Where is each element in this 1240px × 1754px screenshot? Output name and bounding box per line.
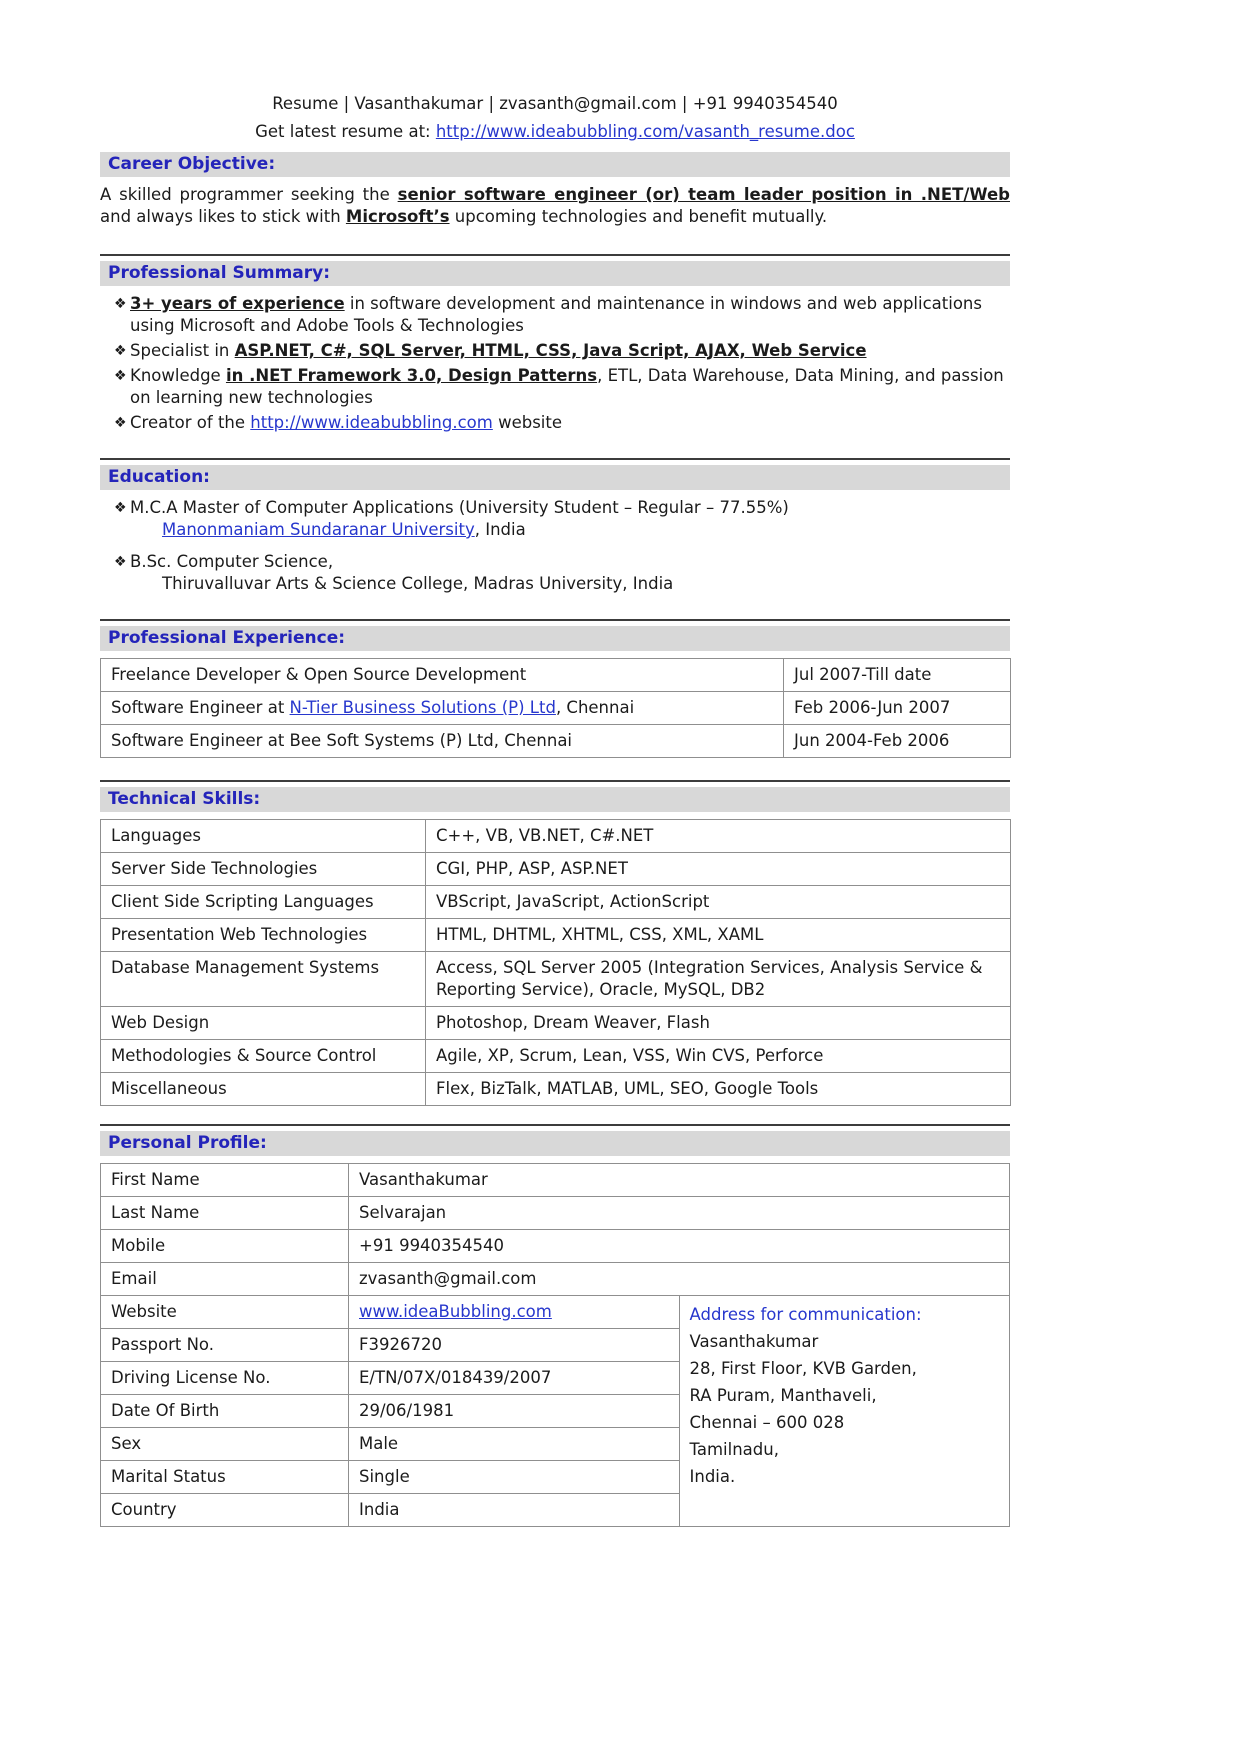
experience-role-suffix: , Chennai bbox=[555, 698, 635, 717]
experience-period: Jun 2004-Feb 2006 bbox=[794, 731, 950, 750]
skill-category: Languages bbox=[111, 826, 202, 845]
skills-table bbox=[100, 819, 1011, 1106]
profile-value: Male bbox=[359, 1434, 399, 1453]
skill-category: Database Management Systems bbox=[111, 958, 380, 977]
skill-row bbox=[101, 1007, 1011, 1040]
address-line: 28, First Floor, KVB Garden, bbox=[689, 1359, 917, 1378]
skill-category: Methodologies & Source Control bbox=[111, 1046, 377, 1065]
profile-label-cell bbox=[101, 1197, 349, 1230]
summary-item-text bbox=[130, 412, 1010, 434]
education-institution-line bbox=[130, 573, 1010, 595]
education-institution-line bbox=[130, 519, 1010, 541]
profile-row bbox=[101, 1296, 1010, 1329]
skill-value: Flex, BizTalk, MATLAB, UML, SEO, Google Tools bbox=[436, 1079, 819, 1098]
skill-row bbox=[101, 919, 1011, 952]
skill-category-cell bbox=[101, 952, 426, 1007]
skill-row bbox=[101, 952, 1011, 1007]
profile-value-cell bbox=[349, 1263, 1010, 1296]
profile-value: Vasanthakumar bbox=[359, 1170, 488, 1189]
education-item-text bbox=[130, 551, 1010, 595]
profile-label-cell bbox=[101, 1164, 349, 1197]
profile-value-cell bbox=[349, 1395, 680, 1428]
skill-value: Access, SQL Server 2005 (Integration Services, Analysis Service & Reporting Service), Oracle, MySQL, DB2 bbox=[436, 958, 983, 999]
summary-text: Knowledge bbox=[130, 366, 226, 385]
objective-text-3: upcoming technologies and benefit mutually. bbox=[449, 207, 828, 226]
profile-value-cell bbox=[349, 1296, 680, 1329]
education-degree: M.C.A Master of Computer Applications (University Student – Regular – 77.55%) bbox=[130, 498, 789, 517]
address-line: RA Puram, Manthaveli, bbox=[689, 1386, 877, 1405]
experience-role: Software Engineer at bbox=[111, 698, 290, 717]
diamond-bullet-icon: ❖ bbox=[114, 554, 127, 570]
profile-value-cell bbox=[349, 1230, 1010, 1263]
skill-row bbox=[101, 820, 1011, 853]
section-divider bbox=[100, 458, 1010, 460]
summary-text: website bbox=[492, 413, 562, 432]
skill-value-cell bbox=[426, 1073, 1011, 1106]
section-heading-professional-experience bbox=[100, 626, 1010, 651]
experience-period-cell bbox=[784, 725, 1011, 758]
profile-label-cell bbox=[101, 1362, 349, 1395]
profile-value: E/TN/07X/018439/2007 bbox=[359, 1368, 552, 1387]
section-heading-label: Professional Summary: bbox=[108, 263, 331, 283]
profile-value-cell bbox=[349, 1197, 1010, 1230]
skill-row bbox=[101, 1073, 1011, 1106]
experience-role: Software Engineer at Bee Soft Systems (P) Ltd, Chennai bbox=[111, 731, 573, 750]
address-cell bbox=[679, 1296, 1010, 1527]
summary-framework-highlight: in .NET Framework 3.0, Design Patterns bbox=[225, 366, 598, 385]
summary-item bbox=[100, 340, 1010, 362]
profile-label-cell bbox=[101, 1263, 349, 1296]
experience-role-cell bbox=[101, 659, 784, 692]
university-link[interactable]: Manonmaniam Sundaranar University bbox=[162, 520, 475, 539]
skill-category-cell bbox=[101, 919, 426, 952]
skill-row bbox=[101, 853, 1011, 886]
education-item bbox=[100, 497, 1010, 541]
experience-period: Jul 2007-Till date bbox=[794, 665, 932, 684]
summary-item bbox=[100, 412, 1010, 434]
summary-text: , ETL, Data Warehouse, Data Mining, and passion on learning new technologies bbox=[130, 366, 1004, 407]
experience-role-cell bbox=[101, 725, 784, 758]
website-link[interactable]: www.ideaBubbling.com bbox=[359, 1302, 552, 1321]
experience-row bbox=[101, 692, 1011, 725]
education-item-text bbox=[130, 497, 1010, 541]
section-heading-label: Education: bbox=[108, 467, 210, 487]
experience-role-cell bbox=[101, 692, 784, 725]
skill-row bbox=[101, 1040, 1011, 1073]
skill-value: VBScript, JavaScript, ActionScript bbox=[436, 892, 710, 911]
summary-item bbox=[100, 365, 1010, 409]
education-list bbox=[100, 497, 1010, 595]
profile-label-cell bbox=[101, 1494, 349, 1527]
address-label: Address for communication: bbox=[689, 1305, 922, 1324]
profile-value-cell bbox=[349, 1362, 680, 1395]
skill-category-cell bbox=[101, 820, 426, 853]
resume-header-line1: Resume | Vasanthakumar | zvasanth@gmail.com | +91 9940354540 bbox=[272, 94, 838, 113]
profile-label-cell bbox=[101, 1395, 349, 1428]
section-heading-label: Professional Experience: bbox=[108, 628, 346, 648]
experience-row bbox=[101, 725, 1011, 758]
skill-value-cell bbox=[426, 1040, 1011, 1073]
skill-value-cell bbox=[426, 886, 1011, 919]
section-heading-professional-summary bbox=[100, 261, 1010, 286]
profile-label: First Name bbox=[111, 1170, 200, 1189]
profile-label: Sex bbox=[111, 1434, 142, 1453]
profile-row bbox=[101, 1263, 1010, 1296]
section-divider bbox=[100, 254, 1010, 256]
profile-label-cell bbox=[101, 1230, 349, 1263]
experience-period-cell bbox=[784, 692, 1011, 725]
education-degree: B.Sc. Computer Science, bbox=[130, 552, 334, 571]
profile-value-cell bbox=[349, 1329, 680, 1362]
skill-category-cell bbox=[101, 1073, 426, 1106]
profile-value: Single bbox=[359, 1467, 410, 1486]
skill-value: Agile, XP, Scrum, Lean, VSS, Win CVS, Perforce bbox=[436, 1046, 824, 1065]
diamond-bullet-icon: ❖ bbox=[114, 415, 127, 431]
profile-label-cell bbox=[101, 1461, 349, 1494]
objective-text-2: and always likes to stick with bbox=[100, 207, 346, 226]
profile-label: Website bbox=[111, 1302, 177, 1321]
summary-item-text bbox=[130, 293, 1010, 337]
skill-category-cell bbox=[101, 1040, 426, 1073]
experience-period-cell bbox=[784, 659, 1011, 692]
address-line: Tamilnadu, bbox=[689, 1440, 779, 1459]
skill-category: Web Design bbox=[111, 1013, 210, 1032]
skill-category-cell bbox=[101, 853, 426, 886]
education-institution: Thiruvalluvar Arts & Science College, Madras University, India bbox=[162, 574, 674, 593]
profile-label-cell bbox=[101, 1428, 349, 1461]
skill-category: Miscellaneous bbox=[111, 1079, 227, 1098]
profile-value: Selvarajan bbox=[359, 1203, 447, 1222]
section-heading-career-objective bbox=[100, 152, 1010, 177]
profile-label: Passport No. bbox=[111, 1335, 214, 1354]
section-heading-label: Technical Skills: bbox=[108, 789, 261, 809]
summary-experience-highlight: 3+ years of experience bbox=[130, 294, 345, 313]
address-line: Chennai – 600 028 bbox=[689, 1413, 845, 1432]
summary-text: Specialist in bbox=[130, 341, 235, 360]
profile-row bbox=[101, 1197, 1010, 1230]
profile-row bbox=[101, 1164, 1010, 1197]
profile-label: Marital Status bbox=[111, 1467, 226, 1486]
resume-header-line2 bbox=[100, 118, 1010, 146]
education-location: , India bbox=[474, 520, 526, 539]
objective-microsoft-highlight: Microsoft’s bbox=[345, 207, 450, 226]
profile-value: zvasanth@gmail.com bbox=[359, 1269, 537, 1288]
skill-value-cell bbox=[426, 1007, 1011, 1040]
profile-label: Date Of Birth bbox=[111, 1401, 220, 1420]
resume-link-prefix: Get latest resume at: bbox=[255, 122, 436, 141]
section-heading-education bbox=[100, 465, 1010, 490]
profile-label: Last Name bbox=[111, 1203, 200, 1222]
diamond-bullet-icon: ❖ bbox=[114, 343, 127, 359]
profile-value: F3926720 bbox=[359, 1335, 442, 1354]
career-objective-paragraph bbox=[100, 184, 1010, 228]
objective-position-highlight: senior software engineer (or) team leader position in .NET/Web bbox=[397, 185, 1010, 204]
experience-period: Feb 2006-Jun 2007 bbox=[794, 698, 951, 717]
skill-value: CGI, PHP, ASP, ASP.NET bbox=[436, 859, 628, 878]
experience-row bbox=[101, 659, 1011, 692]
profile-value-cell bbox=[349, 1164, 1010, 1197]
skill-category: Presentation Web Technologies bbox=[111, 925, 368, 944]
diamond-bullet-icon: ❖ bbox=[114, 296, 127, 312]
professional-summary-list bbox=[100, 293, 1010, 434]
section-heading-label: Personal Profile: bbox=[108, 1133, 267, 1153]
profile-row bbox=[101, 1230, 1010, 1263]
ntier-company-link[interactable]: N-Tier Business Solutions (P) Ltd bbox=[289, 698, 556, 717]
skill-value-cell bbox=[426, 919, 1011, 952]
section-divider bbox=[100, 780, 1010, 782]
profile-label-cell bbox=[101, 1329, 349, 1362]
ideabubbling-link[interactable]: http://www.ideabubbling.com bbox=[250, 413, 493, 432]
skill-category-cell bbox=[101, 1007, 426, 1040]
summary-item-text bbox=[130, 340, 1010, 362]
summary-text: Creator of the bbox=[130, 413, 251, 432]
address-line: Vasanthakumar bbox=[689, 1332, 819, 1351]
summary-item-text bbox=[130, 365, 1010, 409]
section-divider bbox=[100, 1124, 1010, 1126]
profile-label: Mobile bbox=[111, 1236, 166, 1255]
address-line: India. bbox=[689, 1467, 736, 1486]
resume-header bbox=[100, 90, 1010, 146]
skill-category: Client Side Scripting Languages bbox=[111, 892, 374, 911]
profile-label: Email bbox=[111, 1269, 157, 1288]
objective-text-1: A skilled programmer seeking the bbox=[100, 185, 398, 204]
profile-label-cell bbox=[101, 1296, 349, 1329]
profile-table bbox=[100, 1163, 1010, 1527]
profile-value: 29/06/1981 bbox=[359, 1401, 455, 1420]
profile-value: +91 9940354540 bbox=[359, 1236, 505, 1255]
summary-skills-highlight: ASP.NET, C#, SQL Server, HTML, CSS, Java Script, AJAX, Web Service bbox=[234, 341, 867, 360]
skill-value: Photoshop, Dream Weaver, Flash bbox=[436, 1013, 710, 1032]
experience-role: Freelance Developer & Open Source Development bbox=[111, 665, 527, 684]
skill-value: HTML, DHTML, XHTML, CSS, XML, XAML bbox=[436, 925, 764, 944]
section-heading-technical-skills bbox=[100, 787, 1010, 812]
summary-item bbox=[100, 293, 1010, 337]
resume-doc-link[interactable]: http://www.ideabubbling.com/vasanth_resume.doc bbox=[435, 122, 855, 141]
profile-value: India bbox=[359, 1500, 400, 1519]
skill-category-cell bbox=[101, 886, 426, 919]
skill-value-cell bbox=[426, 820, 1011, 853]
skill-value: C++, VB, VB.NET, C#.NET bbox=[436, 826, 654, 845]
education-item bbox=[100, 551, 1010, 595]
section-heading-personal-profile bbox=[100, 1131, 1010, 1156]
section-divider bbox=[100, 619, 1010, 621]
experience-table bbox=[100, 658, 1011, 758]
profile-label: Driving License No. bbox=[111, 1368, 271, 1387]
skill-category: Server Side Technologies bbox=[111, 859, 318, 878]
diamond-bullet-icon: ❖ bbox=[114, 500, 127, 516]
profile-label: Country bbox=[111, 1500, 177, 1519]
skill-row bbox=[101, 886, 1011, 919]
skill-value-cell bbox=[426, 853, 1011, 886]
skill-value-cell bbox=[426, 952, 1011, 1007]
profile-value-cell bbox=[349, 1494, 680, 1527]
summary-text: in software development and maintenance in windows and web applications using Microsoft and Adobe Tools & Technologies bbox=[130, 294, 982, 335]
diamond-bullet-icon: ❖ bbox=[114, 368, 127, 384]
profile-value-cell bbox=[349, 1461, 680, 1494]
profile-value-cell bbox=[349, 1428, 680, 1461]
section-heading-label: Career Objective: bbox=[108, 154, 276, 174]
